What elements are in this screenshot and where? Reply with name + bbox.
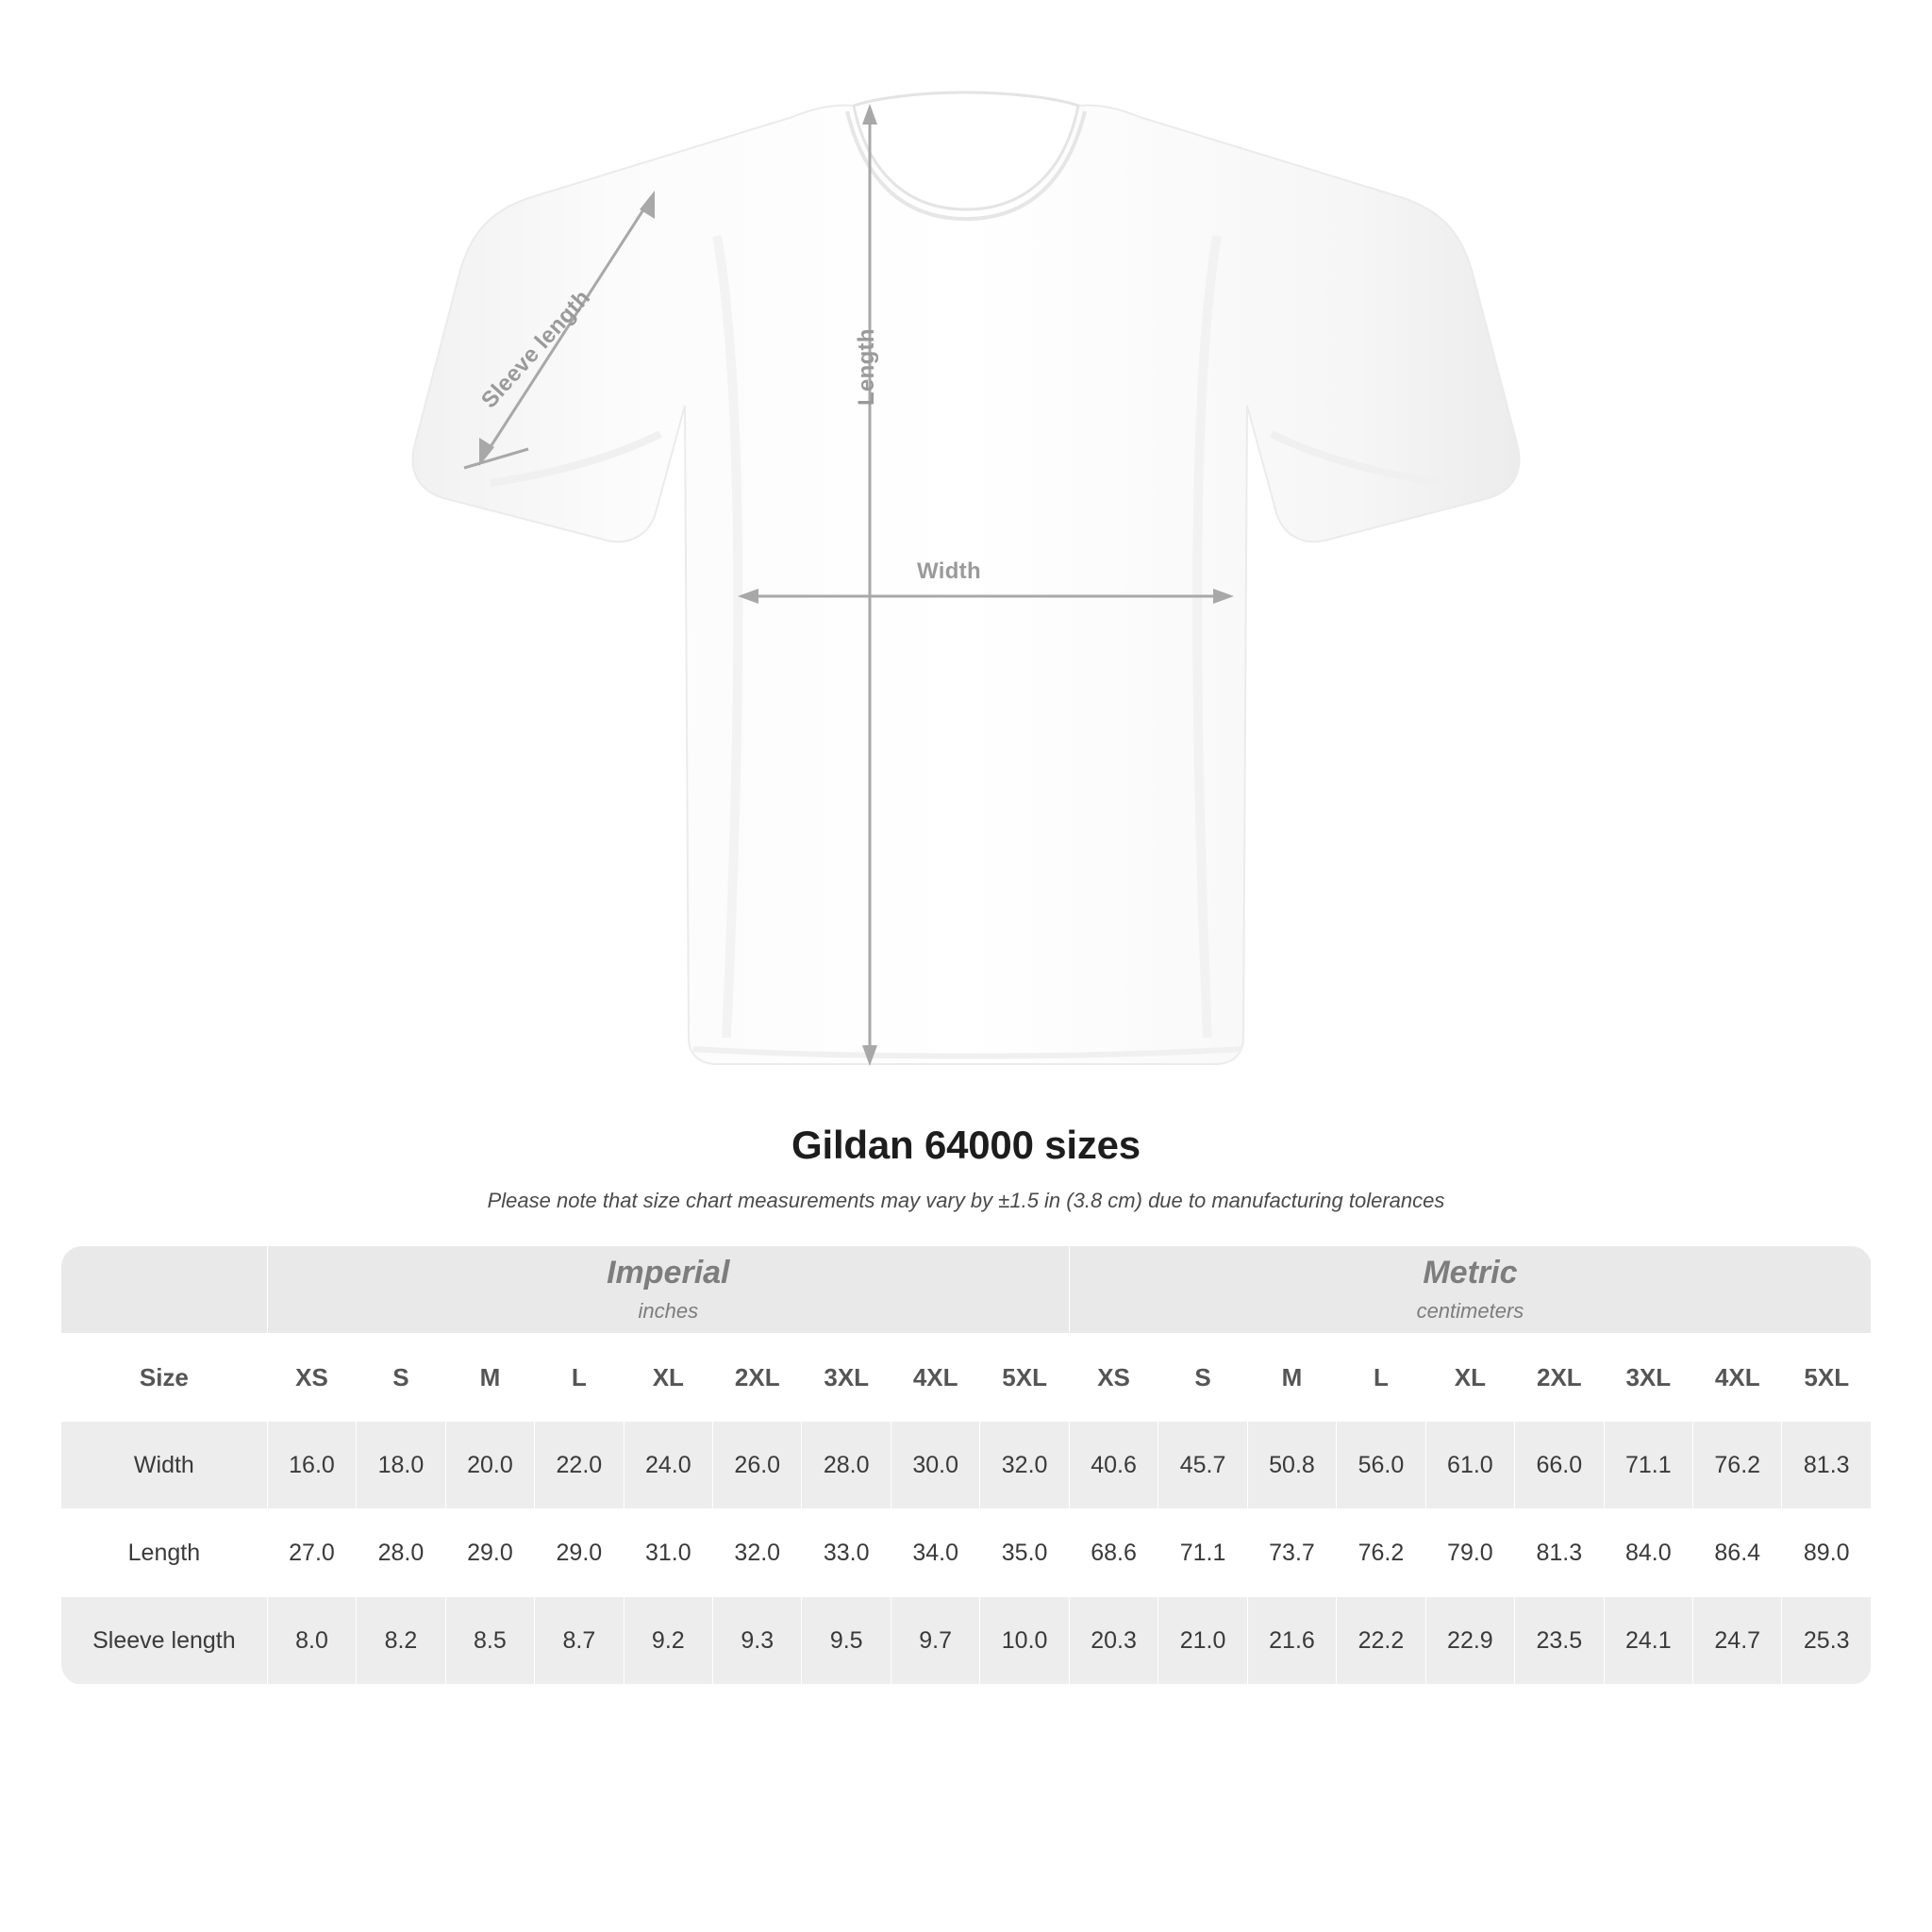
cell-sleeve-length: 10.0 (980, 1597, 1069, 1685)
imperial-header-sub: inches (638, 1298, 699, 1323)
cell-width: 32.0 (980, 1422, 1069, 1509)
cell-length: 73.7 (1247, 1509, 1336, 1597)
size-col-header: 2XL (1515, 1334, 1604, 1422)
cell-length: 34.0 (891, 1509, 979, 1597)
size-table-wrapper (60, 1245, 1872, 1685)
cell-sleeve-length: 9.3 (713, 1597, 802, 1685)
tolerance-note: Please note that size chart measurements may vary by ±1.5 in (3.8 cm) due to manufacturing tolerances (487, 1189, 1445, 1212)
cell-width: 16.0 (267, 1422, 356, 1509)
size-table (60, 1245, 1872, 1685)
cell-width: 81.3 (1782, 1422, 1872, 1509)
cell-length: 28.0 (357, 1509, 445, 1597)
cell-width: 71.1 (1604, 1422, 1692, 1509)
size-col-header: XS (267, 1334, 356, 1422)
table-unit-header-row (61, 1246, 1872, 1334)
cell-sleeve-length: 8.2 (357, 1597, 445, 1685)
cell-width: 40.6 (1069, 1422, 1158, 1509)
cell-length: 35.0 (980, 1509, 1069, 1597)
cell-width: 28.0 (802, 1422, 891, 1509)
cell-width: 50.8 (1247, 1422, 1336, 1509)
cell-length: 31.0 (624, 1509, 712, 1597)
cell-width: 18.0 (357, 1422, 445, 1509)
size-col-header: 4XL (1693, 1334, 1782, 1422)
table-row (61, 1597, 1872, 1685)
page-title: Gildan 64000 sizes (791, 1123, 1141, 1167)
table-row (61, 1422, 1872, 1509)
size-col-header: 5XL (980, 1334, 1069, 1422)
cell-length: 76.2 (1337, 1509, 1425, 1597)
size-col-header: 3XL (1604, 1334, 1692, 1422)
cell-length: 84.0 (1604, 1509, 1692, 1597)
cell-width: 56.0 (1337, 1422, 1425, 1509)
size-col-header: M (1247, 1334, 1336, 1422)
size-col-header: S (357, 1334, 445, 1422)
cell-sleeve-length: 9.5 (802, 1597, 891, 1685)
imperial-header-label: Imperial (607, 1255, 730, 1291)
size-col-header: 4XL (891, 1334, 979, 1422)
cell-length: 29.0 (445, 1509, 534, 1597)
cell-sleeve-length: 8.0 (267, 1597, 356, 1685)
size-col-header: XS (1069, 1334, 1158, 1422)
size-col-header: XL (624, 1334, 712, 1422)
size-col-header: 3XL (802, 1334, 891, 1422)
size-col-header: S (1158, 1334, 1247, 1422)
cell-sleeve-length: 25.3 (1782, 1597, 1872, 1685)
cell-length: 79.0 (1425, 1509, 1514, 1597)
size-row-label: Size (61, 1334, 268, 1422)
size-col-header: L (1337, 1334, 1425, 1422)
cell-width: 66.0 (1515, 1422, 1604, 1509)
cell-sleeve-length: 23.5 (1515, 1597, 1604, 1685)
cell-length: 27.0 (267, 1509, 356, 1597)
cell-sleeve-length: 9.7 (891, 1597, 979, 1685)
cell-length: 29.0 (535, 1509, 624, 1597)
cell-sleeve-length: 22.2 (1337, 1597, 1425, 1685)
cell-sleeve-length: 9.2 (624, 1597, 712, 1685)
length-dimension-label: Length (854, 328, 879, 406)
metric-header-cell (1069, 1246, 1871, 1334)
size-col-header: L (535, 1334, 624, 1422)
row-label-length: Length (61, 1509, 268, 1597)
cell-length: 71.1 (1158, 1509, 1247, 1597)
metric-header-label: Metric (1423, 1255, 1518, 1291)
cell-sleeve-length: 8.5 (445, 1597, 534, 1685)
cell-length: 68.6 (1069, 1509, 1158, 1597)
size-col-header: XL (1425, 1334, 1514, 1422)
cell-length: 33.0 (802, 1509, 891, 1597)
row-label-width: Width (61, 1422, 268, 1509)
title-block (0, 1123, 1932, 1213)
imperial-header-cell (267, 1246, 1069, 1334)
size-col-header: 5XL (1782, 1334, 1872, 1422)
cell-length: 89.0 (1782, 1509, 1872, 1597)
sleeve-length-dimension-label: Sleeve length (476, 285, 596, 414)
cell-sleeve-length: 21.6 (1247, 1597, 1336, 1685)
table-row (61, 1509, 1872, 1597)
cell-sleeve-length: 21.0 (1158, 1597, 1247, 1685)
cell-sleeve-length: 8.7 (535, 1597, 624, 1685)
cell-width: 20.0 (445, 1422, 534, 1509)
cell-length: 32.0 (713, 1509, 802, 1597)
unit-header-spacer (61, 1246, 268, 1334)
cell-sleeve-length: 22.9 (1425, 1597, 1514, 1685)
cell-sleeve-length: 24.1 (1604, 1597, 1692, 1685)
cell-length: 86.4 (1693, 1509, 1782, 1597)
cell-sleeve-length: 20.3 (1069, 1597, 1158, 1685)
table-size-row (61, 1334, 1872, 1422)
size-col-header: M (445, 1334, 534, 1422)
cell-width: 45.7 (1158, 1422, 1247, 1509)
cell-width: 61.0 (1425, 1422, 1514, 1509)
cell-width: 22.0 (535, 1422, 624, 1509)
size-col-header: 2XL (713, 1334, 802, 1422)
metric-header-sub: centimeters (1416, 1298, 1524, 1323)
row-label-sleeve-length: Sleeve length (61, 1597, 268, 1685)
cell-width: 24.0 (624, 1422, 712, 1509)
cell-width: 30.0 (891, 1422, 979, 1509)
cell-width: 26.0 (713, 1422, 802, 1509)
cell-width: 76.2 (1693, 1422, 1782, 1509)
cell-length: 81.3 (1515, 1509, 1604, 1597)
cell-sleeve-length: 24.7 (1693, 1597, 1782, 1685)
width-dimension-label: Width (917, 558, 981, 584)
